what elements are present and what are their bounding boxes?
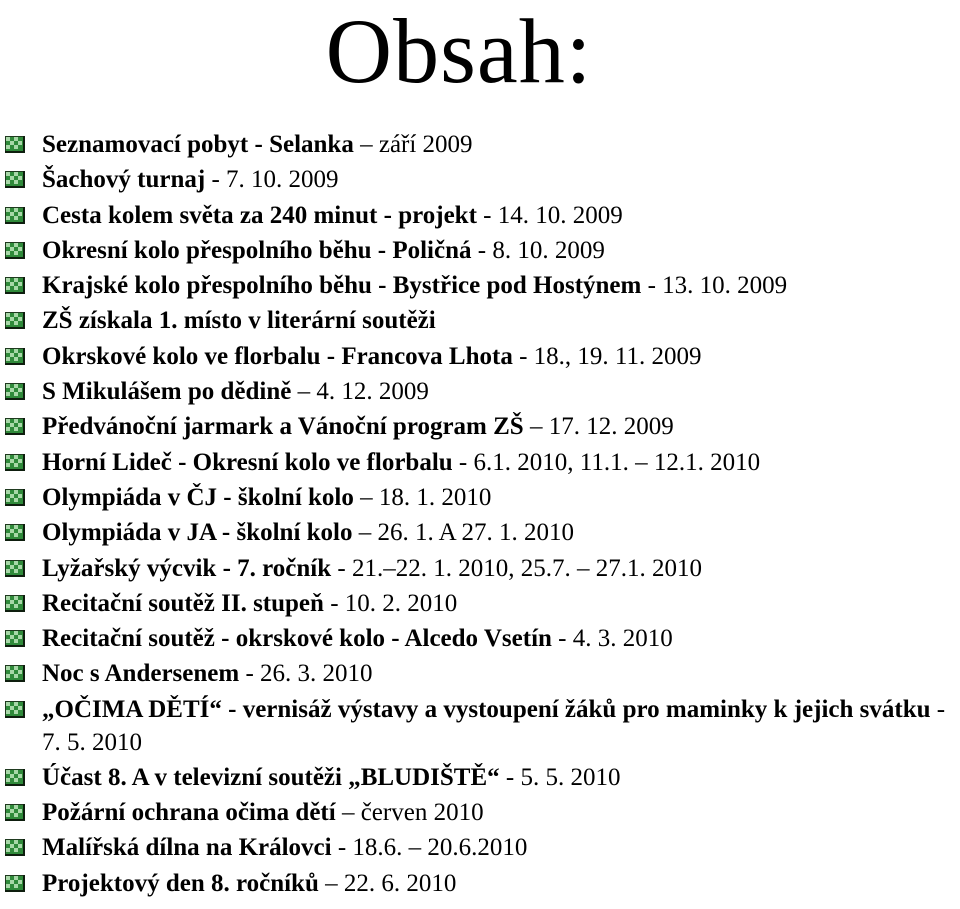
toc-item-date: – 4. 12. 2009 bbox=[291, 378, 429, 406]
toc-item-date: - 14. 10. 2009 bbox=[476, 201, 623, 229]
green-checkered-square-bullet-icon bbox=[5, 242, 25, 259]
toc-item bbox=[0, 162, 960, 197]
green-checkered-square-bullet-icon bbox=[5, 630, 25, 647]
toc-item-date: - 8. 10. 2009 bbox=[471, 236, 605, 264]
toc-item-date: – 22. 6. 2010 bbox=[318, 869, 457, 897]
green-checkered-square-bullet-icon bbox=[5, 136, 25, 153]
toc-item-title: Cesta kolem světa za 240 minut - projekt bbox=[42, 201, 477, 229]
toc-item bbox=[0, 409, 960, 444]
toc-item-title: Předvánoční jarmark a Vánoční program ZŠ bbox=[42, 413, 524, 441]
green-checkered-square-bullet-icon bbox=[5, 875, 25, 892]
toc-item-title: Účast 8. A v televizní soutěži „BLUDIŠTĚ“ bbox=[42, 763, 500, 791]
toc-item bbox=[0, 656, 960, 691]
toc-item-date: - 21.–22. 1. 2010, 25.7. – 27.1. 2010 bbox=[331, 554, 702, 582]
green-checkered-square-bullet-icon bbox=[5, 665, 25, 682]
toc-item-title: S Mikulášem po dědině bbox=[42, 378, 292, 406]
toc-item-date: – 26. 1. A 27. 1. 2010 bbox=[352, 519, 575, 547]
toc-item-date: - 18.6. – 20.6.2010 bbox=[331, 834, 528, 862]
toc-item-title: Požární ochrana očima dětí bbox=[42, 799, 336, 827]
toc-item-title: Noc s Andersenem bbox=[42, 660, 240, 688]
toc-item-title: Krajské kolo přespolního běhu - Bystřice pod Hostýnem bbox=[42, 272, 642, 300]
toc-item bbox=[0, 586, 960, 621]
toc-item-title: Malířská dílna na Královci bbox=[42, 834, 332, 862]
toc-item bbox=[0, 233, 960, 268]
toc-item-title: Projektový den 8. ročníků bbox=[42, 869, 319, 897]
toc-item bbox=[0, 198, 960, 233]
toc-item bbox=[0, 621, 960, 656]
toc-item bbox=[0, 127, 960, 162]
toc-item-date: – červen 2010 bbox=[335, 799, 484, 827]
green-checkered-square-bullet-icon bbox=[5, 418, 25, 435]
green-checkered-square-bullet-icon bbox=[5, 454, 25, 471]
page-title: Obsah: bbox=[325, 0, 593, 102]
toc-item bbox=[0, 374, 960, 409]
toc-item-date: - 7. 5. 2010 bbox=[42, 695, 946, 756]
toc-item bbox=[0, 866, 960, 901]
green-checkered-square-bullet-icon bbox=[5, 524, 25, 541]
toc-item bbox=[0, 515, 960, 550]
table-of-contents-list bbox=[0, 127, 960, 901]
toc-item-title: Šachový turnaj bbox=[42, 166, 206, 194]
toc-item-date: - 10. 2. 2010 bbox=[323, 589, 458, 617]
toc-item bbox=[0, 445, 960, 480]
toc-item-title: Lyžařský výcvik - 7. ročník bbox=[42, 554, 332, 582]
toc-item bbox=[0, 760, 960, 795]
toc-item-title: Horní Lideč - Okresní kolo ve florbalu bbox=[42, 448, 453, 476]
green-checkered-square-bullet-icon bbox=[5, 701, 25, 718]
green-checkered-square-bullet-icon bbox=[5, 769, 25, 786]
toc-item-title: Recitační soutěž - okrskové kolo - Alcedo Vsetín bbox=[42, 625, 552, 653]
toc-item-title: Recitační soutěž II. stupeň bbox=[42, 589, 324, 617]
toc-item-title: ZŠ získala 1. místo v literární soutěži bbox=[42, 307, 436, 335]
toc-item-date: - 5. 5. 2010 bbox=[499, 763, 621, 791]
toc-item bbox=[0, 830, 960, 865]
green-checkered-square-bullet-icon bbox=[5, 171, 25, 188]
toc-item-date: - 4. 3. 2010 bbox=[551, 625, 673, 653]
toc-item-title: „OČIMA DĚTÍ“ - vernisáž výstavy a vystoupení žáků pro maminky k jejich svátku bbox=[42, 695, 931, 723]
toc-item bbox=[0, 339, 960, 374]
toc-item-date: – 18. 1. 2010 bbox=[353, 483, 492, 511]
green-checkered-square-bullet-icon bbox=[5, 595, 25, 612]
toc-item-date: - 18., 19. 11. 2009 bbox=[512, 342, 702, 370]
toc-item bbox=[0, 795, 960, 830]
toc-item-date: – 17. 12. 2009 bbox=[523, 413, 674, 441]
green-checkered-square-bullet-icon bbox=[5, 804, 25, 821]
toc-item-date: - 7. 10. 2009 bbox=[205, 166, 339, 194]
toc-item bbox=[0, 480, 960, 515]
toc-item-title: Olympiáda v ČJ - školní kolo bbox=[42, 483, 354, 511]
green-checkered-square-bullet-icon bbox=[5, 560, 25, 577]
toc-item-date: - 13. 10. 2009 bbox=[641, 272, 788, 300]
toc-item bbox=[0, 268, 960, 303]
green-checkered-square-bullet-icon bbox=[5, 312, 25, 329]
green-checkered-square-bullet-icon bbox=[5, 207, 25, 224]
toc-item bbox=[0, 303, 960, 338]
toc-item-title: Olympiáda v JA - školní kolo bbox=[42, 519, 353, 547]
toc-item bbox=[0, 692, 947, 760]
green-checkered-square-bullet-icon bbox=[5, 348, 25, 365]
green-checkered-square-bullet-icon bbox=[5, 839, 25, 856]
toc-item-date: - 26. 3. 2010 bbox=[239, 660, 373, 688]
toc-item-title: Okrskové kolo ve florbalu - Francova Lhota bbox=[42, 342, 513, 370]
green-checkered-square-bullet-icon bbox=[5, 489, 25, 506]
toc-item-date: – září 2009 bbox=[353, 131, 473, 158]
toc-item-title: Seznamovací pobyt - Selanka bbox=[42, 131, 354, 158]
toc-item-title: Okresní kolo přespolního běhu - Poličná bbox=[42, 236, 472, 264]
green-checkered-square-bullet-icon bbox=[5, 383, 25, 400]
toc-item bbox=[0, 551, 960, 586]
toc-item-date: - 6.1. 2010, 11.1. – 12.1. 2010 bbox=[452, 448, 761, 476]
green-checkered-square-bullet-icon bbox=[5, 277, 25, 294]
